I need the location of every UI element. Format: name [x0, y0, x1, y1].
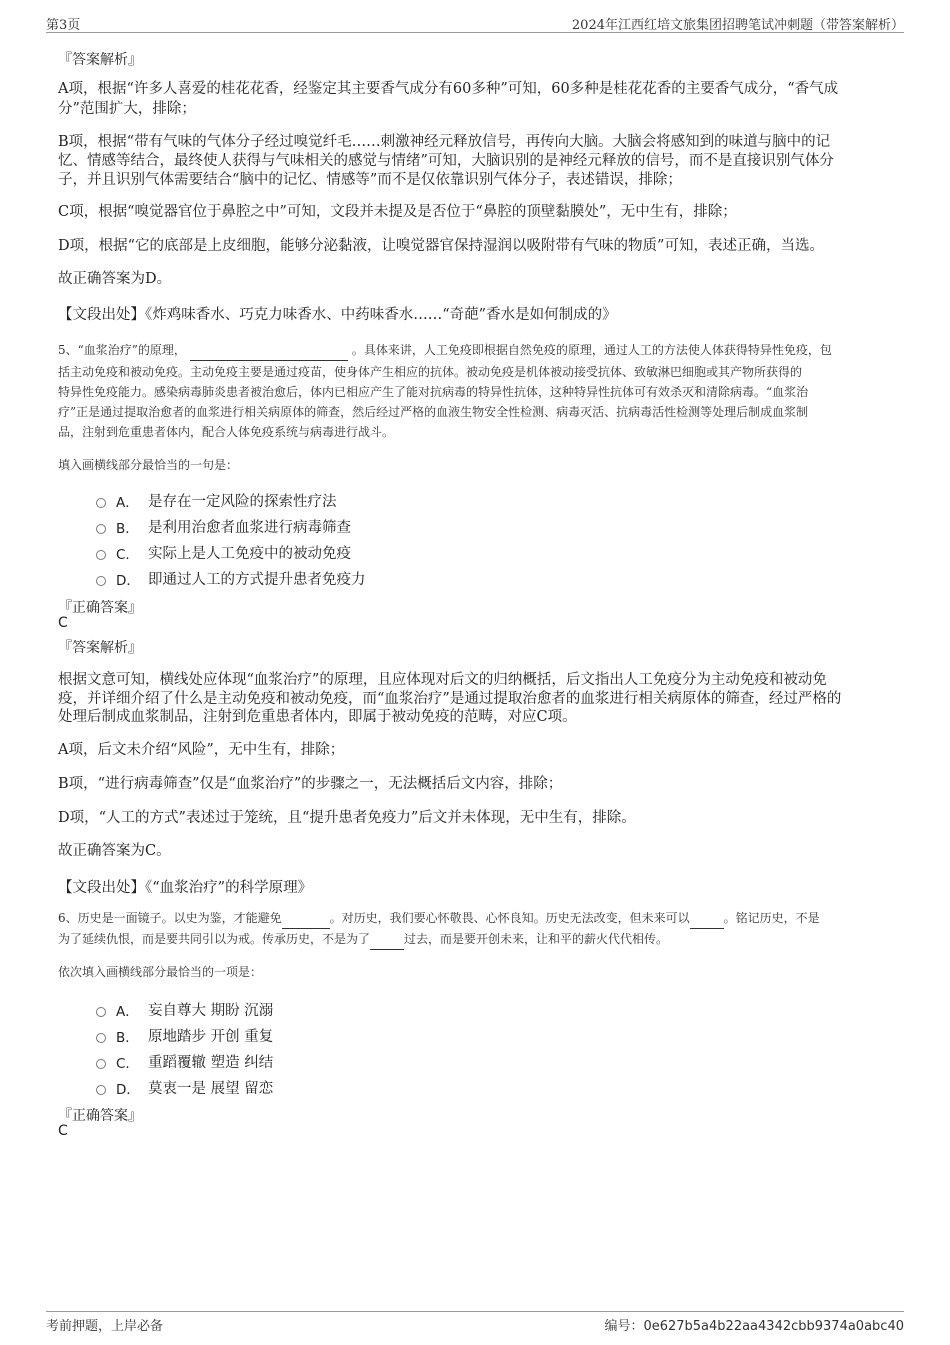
- option-d[interactable]: [96, 1077, 273, 1098]
- radio-icon[interactable]: [96, 576, 106, 586]
- question-stem-line1: [58, 907, 820, 929]
- question-stem-line3: 特异性免疫能力。感染病毒肺炎患者被治愈后，体内已相应产生了能对抗病毒的特异性抗体，这种特异性抗体可有效杀灭和清除病毒。“血浆治: [58, 385, 809, 399]
- option-letter: B．: [116, 1029, 139, 1046]
- option-d[interactable]: [96, 568, 366, 589]
- question-stem-line5: 品，注射到危重患者体内，配合人体免疫系统与病毒进行战斗。: [58, 425, 395, 439]
- question-number-5: 5、“血浆治疗”的原理，: [58, 343, 186, 357]
- analysis-c-line: C项，根据“嗅觉器官位于鼻腔之中”可知，文段并未提及是否位于“鼻腔的顶壁黏膜处”，无中生有，排除；: [58, 204, 737, 220]
- radio-icon[interactable]: [96, 524, 106, 534]
- option-text: 即通过人工的方式提升患者免疫力: [148, 572, 366, 588]
- stem-text: 。具体来讲，人工免疫即根据自然免疫的原理，通过人工的方法使人体获得特异性免疫，包: [351, 343, 832, 357]
- radio-icon[interactable]: [96, 1033, 106, 1043]
- analysis-d-line: D项，根据“它的底部是上皮细胞，能够分泌黏液，让嗅觉器官保持湿润以吸附带有气味的物质”可知，表述正确，当选。: [58, 238, 824, 254]
- analysis-b-line1: B项，根据“带有气味的气体分子经过嗅觉纤毛……刺激神经元释放信号，再传向大脑。大脑会将感知到的味道与脑中的记: [58, 134, 831, 150]
- option-letter: D．: [116, 1081, 140, 1098]
- document-id: [604, 1315, 904, 1334]
- correct-answer: C: [58, 1123, 68, 1139]
- answer-label: 『正确答案』: [58, 1108, 142, 1124]
- option-a[interactable]: [96, 999, 273, 1020]
- analysis-label: 『答案解析』: [58, 52, 142, 68]
- analysis-b-line: B项，“进行病毒筛查”仅是“血浆治疗”的步骤之一，无法概括后文内容，排除；: [58, 776, 563, 792]
- option-letter: A．: [116, 1003, 139, 1020]
- question-prompt: 依次填入画横线部分最恰当的一项是：: [58, 965, 263, 979]
- option-letter: A．: [116, 494, 139, 511]
- correct-answer: C: [58, 615, 68, 631]
- analysis-a-line1: A项，根据“许多人喜爱的桂花花香，经鉴定其主要香气成分有60多种”可知，60多种是桂花花香的主要香气成分，“香气成: [58, 81, 839, 97]
- id-value: 0e627b5a4b22aa4342cbb9374a0abc40: [643, 1319, 904, 1334]
- option-a[interactable]: [96, 490, 337, 511]
- option-text: 是存在一定风险的探索性疗法: [148, 494, 337, 510]
- answer-blank: [690, 914, 724, 929]
- option-letter: C．: [116, 546, 139, 563]
- document-title: 2024年江西红培文旅集团招聘笔试冲刺题（带答案解析）: [571, 18, 904, 33]
- radio-icon[interactable]: [96, 1059, 106, 1069]
- page-footer: [46, 1311, 904, 1336]
- option-c[interactable]: [96, 1051, 273, 1072]
- analysis-line2: 疫，并详细介绍了什么是主动免疫和被动免疫，而“血浆治疗”是通过提取治愈者的血浆进行相关病原体的筛查，经过严格的: [58, 691, 842, 707]
- option-text: 重蹈覆辙 塑造 纠结: [148, 1055, 274, 1071]
- stem-text: 。对历史，我们要心怀敬畏、心怀良知。历史无法改变，但未来可以: [329, 911, 690, 925]
- source-citation: 【文段出处】《炸鸡味香水、巧克力味香水、中药味香水……“奇葩”香水是如何制成的》: [58, 307, 617, 323]
- analysis-a-line: A项，后文未介绍“风险”，无中生有，排除；: [58, 742, 345, 758]
- option-c[interactable]: [96, 542, 351, 563]
- option-text: 是利用治愈者血浆进行病毒筛查: [148, 520, 351, 536]
- option-text: 原地踏步 开创 重复: [148, 1029, 274, 1045]
- analysis-line3: 处理后制成血浆制品，注射到危重患者体内，即属于被动免疫的范畴，对应C项。: [58, 709, 577, 725]
- question-prompt: 填入画横线部分最恰当的一句是：: [58, 458, 239, 472]
- analysis-d-line: D项，“人工的方式”表述过于笼统，且“提升患者免疫力”后文并未体现，无中生有，排除。: [58, 810, 636, 826]
- option-text: 妄自尊大 期盼 沉溺: [148, 1003, 274, 1019]
- stem-text: 过去，而是要开创未来，让和平的薪火代代相传。: [404, 932, 669, 946]
- option-text: 实际上是人工免疫中的被动免疫: [148, 546, 351, 562]
- answer-blank: [190, 346, 348, 361]
- option-text: 莫衷一是 展望 留恋: [148, 1081, 274, 1097]
- question-stem-line4: 疗”正是通过提取治愈者的血浆进行相关病原体的筛查，然后经过严格的血液生物安全性检测、病毒灭活、抗病毒活性检测等处理后制成血浆制: [58, 405, 809, 419]
- question-number-6: 6、历史是一面镜子。以史为鉴，才能避免: [58, 911, 282, 925]
- option-letter: D．: [116, 572, 140, 589]
- radio-icon[interactable]: [96, 1007, 106, 1017]
- option-b[interactable]: [96, 516, 351, 537]
- analysis-line1: 根据文意可知，横线处应体现“血浆治疗”的原理，且应体现对后文的归纳概括，后文指出人工免疫分为主动免疫和被动免: [58, 672, 827, 688]
- analysis-a-line2: 分”范围扩大，排除；: [58, 101, 196, 117]
- answer-blank: [282, 914, 330, 929]
- page-number: 第3页: [46, 18, 81, 33]
- answer-label: 『正确答案』: [58, 600, 142, 616]
- analysis-b-line3: 子，并且识别气体需要结合“脑中的记忆、情感等”而不是仅依靠识别气体分子，表述错误，排除；: [58, 172, 682, 188]
- analysis-label: 『答案解析』: [58, 640, 142, 656]
- question-stem-line2: [58, 928, 668, 950]
- analysis-conclusion: 故正确答案为C。: [58, 843, 171, 859]
- page-header: [46, 12, 904, 33]
- radio-icon[interactable]: [96, 550, 106, 560]
- stem-text: 为了延续仇恨，而是要共同引以为戒。传承历史，不是为了: [58, 932, 371, 946]
- footer-slogan: 考前押题，上岸必备: [46, 1319, 164, 1334]
- source-citation: 【文段出处】《“血浆治疗”的科学原理》: [58, 880, 313, 896]
- question-stem-line2: 括主动免疫和被动免疫。主动免疫主要是通过疫苗，使身体产生相应的抗体。被动免疫是机体被动接受抗体、致敏淋巴细胞或其产物所获得的: [58, 365, 803, 379]
- radio-icon[interactable]: [96, 1085, 106, 1095]
- analysis-conclusion: 故正确答案为D。: [58, 271, 172, 287]
- answer-blank: [370, 935, 404, 950]
- option-b[interactable]: [96, 1025, 273, 1046]
- radio-icon[interactable]: [96, 498, 106, 508]
- id-label: 编号：: [604, 1319, 644, 1334]
- analysis-b-line2: 忆、情感等结合，最终使人获得与气味相关的感觉与情绪”可知，大脑识别的是神经元释放的信号，而不是直接识别气体分: [58, 153, 834, 169]
- option-letter: C．: [116, 1055, 139, 1072]
- question-stem-line1: [58, 339, 832, 361]
- stem-text: 。铭记历史，不是: [723, 911, 820, 925]
- option-letter: B．: [116, 520, 139, 537]
